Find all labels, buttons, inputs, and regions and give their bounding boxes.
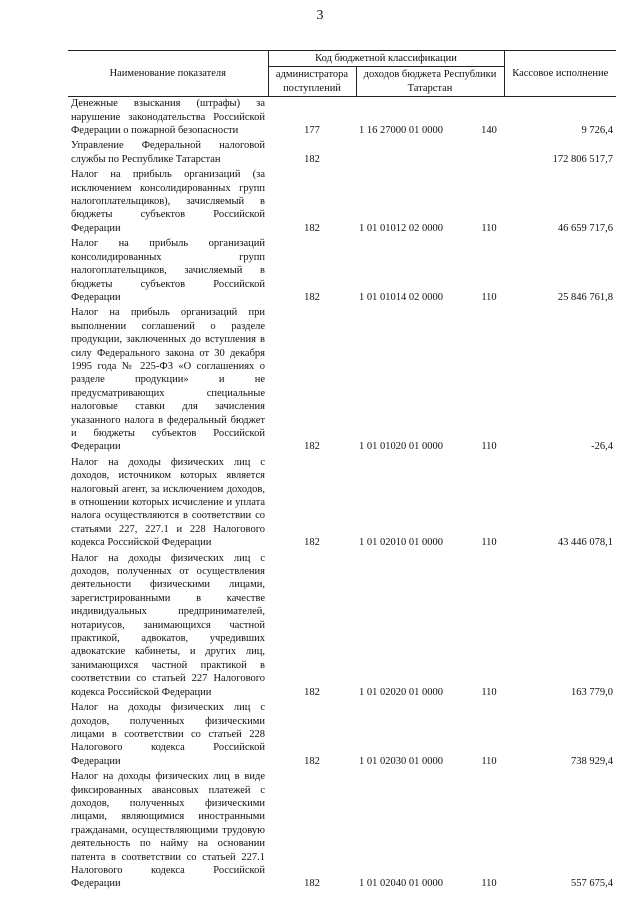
indicator-name: Налог на доходы физических лиц в виде фиксированных авансовых платежей с доходов, полученных физическими лицами, являющимися иностранными гражданами, осуществляющими трудовую деятельность по найму на основании патента в соответствии со статьей 227.1 Налогового кодекса Российской Федерации	[71, 771, 265, 890]
revenue-code: 1 16 27000 01 0000	[359, 125, 443, 137]
indicator-name: Налог на прибыль организаций (за исключением консолидированных групп налогоплательщиков), зачисляемый в бюджеты субъектов Российской Федерации	[71, 169, 265, 234]
revenue-code: 1 01 02010 01 0000	[359, 537, 443, 549]
table-row	[68, 97, 616, 140]
revenue-code: 1 01 02040 01 0000	[359, 878, 443, 890]
table-row	[68, 139, 616, 168]
revenue-code: 1 01 01012 02 0000	[359, 222, 443, 234]
administrator-code: 177	[304, 125, 320, 137]
administrator-code: 182	[304, 686, 320, 698]
administrator-code: 182	[304, 153, 320, 165]
classification-code: 110	[481, 686, 497, 698]
indicator-name: Налог на доходы физических лиц с доходов, источником которых является налоговый агент, за исключением доходов, в отношении которых исчисление и уплата налога осуществляются в соответствии со статьями 227, 227.1 и 228 Налогового кодекса Российской Федерации	[71, 456, 265, 549]
table-body	[68, 97, 616, 893]
table-row	[68, 770, 616, 893]
revenue-code: 1 01 02030 01 0000	[359, 755, 443, 767]
header-budget-code: Код бюджетной классификации	[268, 51, 504, 67]
header-indicator-name: Наименование показателя	[68, 51, 268, 97]
cash-amount: 9 726,4	[581, 125, 614, 137]
cash-amount: -26,4	[591, 441, 614, 453]
indicator-name: Налог на доходы физических лиц с доходов, полученных физическими лицами в соответствии со статьей 228 Налогового кодекса Российской Федерации	[71, 702, 265, 767]
table-row	[68, 237, 616, 306]
administrator-code: 182	[304, 441, 320, 453]
indicator-name: Денежные взыскания (штрафы) за нарушение законодательства Российской Федерации о пожарной безопасности	[71, 98, 265, 137]
administrator-code: 182	[304, 878, 320, 890]
indicator-name: Налог на доходы физических лиц с доходов, полученных от осуществления деятельности физическими лицами, зарегистрированными в качестве индивидуальных предпринимателей, нотариусов, занимающихся частной практикой, адвокатов, учредивших адвокатские кабинеты, и других лиц, занимающихся частной практикой в соответствии со статьей 227 Налогового кодекса Российской Федерации	[71, 552, 265, 698]
classification-code: 110	[481, 878, 497, 890]
administrator-code: 182	[304, 537, 320, 549]
classification-code: 110	[481, 755, 497, 767]
revenue-code: 1 01 01014 02 0000	[359, 291, 443, 303]
indicator-name: Налог на прибыль организаций консолидированных групп налогоплательщиков, зачисляемый в бюджеты субъектов Российской Федерации	[71, 238, 265, 303]
revenue-code: 1 01 02020 01 0000	[359, 686, 443, 698]
cash-amount: 738 929,4	[571, 755, 614, 767]
indicator-name: Налог на прибыль организаций при выполнении соглашений о разделе продукции, заключенных до вступления в силу Федерального закона от 30 декабря 1995 года № 225-ФЗ «О соглашениях о разделе продукции» и не предусматривающих специальные налоговые ставки для зачисления указанного налога в федеральный бюджет и бюджеты субъектов Российской Федерации	[71, 307, 265, 453]
administrator-code: 182	[304, 291, 320, 303]
classification-code: 110	[481, 291, 497, 303]
classification-code	[474, 139, 504, 168]
cash-amount: 557 675,4	[571, 878, 614, 890]
header-revenue: доходов бюджета Республики Татарстан	[356, 67, 504, 97]
cash-amount: 46 659 717,6	[557, 222, 614, 234]
classification-code: 110	[481, 441, 497, 453]
table-row	[68, 456, 616, 552]
table-row	[68, 552, 616, 701]
cash-amount: 172 806 517,7	[552, 153, 614, 165]
indicator-name: Управление Федеральной налоговой службы по Республике Татарстан	[71, 140, 265, 165]
classification-code: 110	[481, 537, 497, 549]
table-row	[68, 701, 616, 770]
administrator-code: 182	[304, 222, 320, 234]
table-row	[68, 168, 616, 237]
page-number: 3	[316, 8, 324, 23]
table-row	[68, 306, 616, 455]
budget-revenue-table	[68, 50, 616, 893]
cash-amount: 25 846 761,8	[557, 291, 614, 303]
classification-code: 110	[481, 222, 497, 234]
cash-amount: 43 446 078,1	[557, 537, 614, 549]
revenue-code: 1 01 01020 01 0000	[359, 441, 443, 453]
header-administrator: администратора поступлений	[268, 67, 356, 97]
cash-amount: 163 779,0	[571, 686, 614, 698]
header-cash-execution: Кассовое исполнение	[504, 51, 616, 97]
classification-code: 140	[481, 125, 497, 137]
revenue-code	[356, 139, 474, 168]
administrator-code: 182	[304, 755, 320, 767]
